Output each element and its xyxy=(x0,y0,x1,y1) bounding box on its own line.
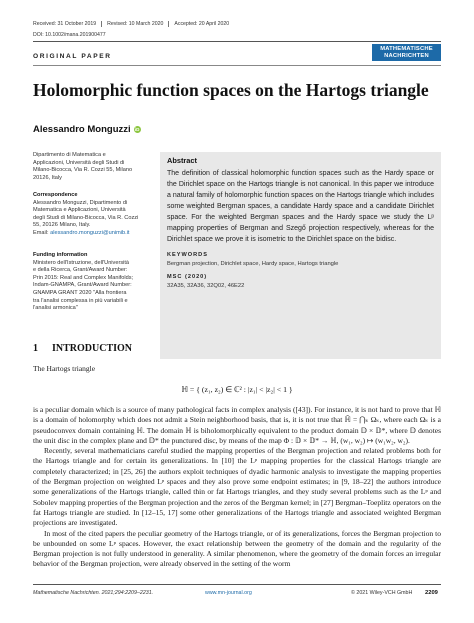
funding-line: Indam-GNAMPA, Grant/Award Number: xyxy=(33,282,132,289)
submission-dates xyxy=(33,21,234,27)
journal-logo-line2: NACHRICHTEN xyxy=(384,52,429,59)
correspondence-line: 55, 20126 Milano, Italy. xyxy=(33,222,91,229)
keywords: Bergman projection, Dirichlet space, Hardy space, Hartogs triangle xyxy=(167,261,339,268)
author-name xyxy=(33,124,141,135)
revised-date: Revised: 10 March 2020 xyxy=(101,21,168,27)
intro-text: The Hartogs triangle xyxy=(33,364,96,373)
orcid-icon[interactable]: iD xyxy=(134,127,140,132)
abstract-heading: Abstract xyxy=(167,156,197,165)
section-title: INTRODUCTION xyxy=(52,343,133,354)
section-rule xyxy=(33,65,441,66)
correspondence-line: Matematica e Applicazioni, Università xyxy=(33,207,126,214)
doi[interactable]: DOI: 10.1002/mana.201900477 xyxy=(33,32,106,38)
received-date: Received: 31 October 2019 xyxy=(33,21,97,27)
affiliation-block xyxy=(33,152,153,182)
section-number: 1 xyxy=(33,343,38,354)
page-number: 2209 xyxy=(425,590,438,596)
paragraph: is a peculiar domain which is a source of many pathological facts in complex analysis ([43]). For instance, it is not hard to prove that ℍ is a domain of holomorphy which does not admit a Stein neighborhood basis, that is, it is not true that ℍ̄ = ⋂ₖ Ωₖ, where each Ωₖ is a pseudoconvex domain containing ℍ. The domain ℍ is biholomorphically equivalent to the product domain 𝔻 × 𝔻*, where 𝔻 denotes the unit disc in the complex plane and 𝔻* the punctured disc, by means of the map Φ : 𝔻 × 𝔻* → ℍ, (w₁, w₂) ↦ (w₁w₂, w₂). xyxy=(33,405,441,445)
funding-block xyxy=(33,252,153,313)
journal-logo[interactable] xyxy=(372,44,441,61)
funding-line: tra l'analisi complessa in più variabili e xyxy=(33,297,128,304)
funding-line: Prin 2015: Real and Complex Manifolds; xyxy=(33,274,134,281)
email-label: Email: xyxy=(33,229,49,236)
journal-url[interactable]: www.mn-journal.org xyxy=(205,590,252,596)
journal-citation: Mathematische Nachrichten. 2021;294:2209–2231. xyxy=(33,590,154,596)
header-rule xyxy=(33,41,441,42)
abstract-box xyxy=(160,152,441,359)
correspondence-line: degli Studi di Milano-Bicocca, Via R. Cozzi xyxy=(33,214,139,221)
funding-line: l'analisi armonica" xyxy=(33,305,78,312)
affiliation-line: Applicazioni, Università degli Studi di xyxy=(33,159,125,166)
paragraph: Recently, several mathematicians careful studied the mapping properties of the Bergman projection and related problems both for the Hartogs triangle and for certain its generalizations. In [10] the Lᵖ mapping properties for the classical Hartogs triangle are completely characterized; in [25, 26] the authors exploit techniques of dyadic harmonic analysis to investigate the mapping properties of the Bergman projection on weighted Lᵖ spaces and they also prove some endpoint estimates; in [9, 18–22] the authors introduce some generalizations of the Hartogs triangle, called thin or fat Hartogs triangles, and they study several problems such as the Lᵖ and Sobolev mapping properties of the Bergman projection and the zeros of the Bergman kernel; in [27] Bergman–Toeplitz operators on the fat Hartogs triangle are studied. In [12–15, 17] some other generalizations of the Hartogs triangle and associated weighted Bergman projections are investigated. xyxy=(33,446,441,528)
article-type: ORIGINAL PAPER xyxy=(33,53,112,60)
body-text xyxy=(33,405,441,570)
copyright: © 2021 Wiley-VCH GmbH xyxy=(351,590,413,596)
msc-heading: MSC (2020) xyxy=(167,274,208,281)
section-heading xyxy=(33,343,146,354)
funding-line: e della Ricerca, Grant/Award Number: xyxy=(33,267,128,274)
correspondence-heading: Correspondence xyxy=(33,192,78,198)
funding-line: GNAMPA GRANT 2020 "Alla frontiera xyxy=(33,289,127,296)
accepted-date: Accepted: 20 April 2020 xyxy=(168,21,234,27)
affiliation-line: 20126, Italy xyxy=(33,174,62,181)
msc-codes: 32A35, 32A36, 32Q02, 46E22 xyxy=(167,283,245,290)
journal-logo-line1: MATHEMATISCHE xyxy=(380,45,433,52)
author-name-text: Alessandro Monguzzi xyxy=(33,124,131,135)
keywords-heading: KEYWORDS xyxy=(167,252,208,259)
email-link[interactable]: alessandro.monguzzi@unimib.it xyxy=(50,229,130,236)
paragraph: In most of the cited papers the peculiar geometry of the Hartogs triangle, or of its generalizations, forces the Bergman projection to be unbounded on some Lᵖ spaces. However, the exact relationship between the geometry of the domain and the regularity of the Bergman projection is not fully understood in generality. A similar phenomenon, where the geometry of the domain forces an irregular behavior of the Bergman projection, were already observed in the setting of the worm xyxy=(33,528,441,569)
correspondence-line: Alessandro Monguzzi, Dipartimento di xyxy=(33,199,128,206)
funding-line: Ministero dell'Istruzione, dell'Università xyxy=(33,259,130,266)
funding-heading: Funding information xyxy=(33,252,88,258)
affiliation-line: Dipartimento di Matematica e xyxy=(33,152,106,158)
affiliation-line: Milano-Bicocca, Via R. Cozzi 55, Milano xyxy=(33,167,133,174)
hartogs-equation: ℍ = { (z₁, z₂) ∈ ℂ² : |z₁| < |z₂| < 1 } xyxy=(181,385,293,394)
intro-line xyxy=(33,364,441,374)
paper-title: Holomorphic function spaces on the Hartogs triangle xyxy=(33,80,429,100)
correspondence-block xyxy=(33,192,153,238)
footer-rule xyxy=(33,584,441,585)
abstract-text: The definition of classical holomorphic function spaces such as the Hardy space or the Dirichlet space on the Hartogs triangle is not canonical. In this paper we introduce a natural family of holomorphic function spaces on the Hartogs triangle which includes some weighted Bergman spaces, a candidate Hardy space and a candidate Dirichlet space. For the weighted Bergman spaces and the Hardy space we study the Lᵖ mapping properties of Bergman and Szegő projection respectively, whereas for the Dirichlet space we prove it is isometric to the Dirichlet space on the bidisc. xyxy=(167,170,434,244)
